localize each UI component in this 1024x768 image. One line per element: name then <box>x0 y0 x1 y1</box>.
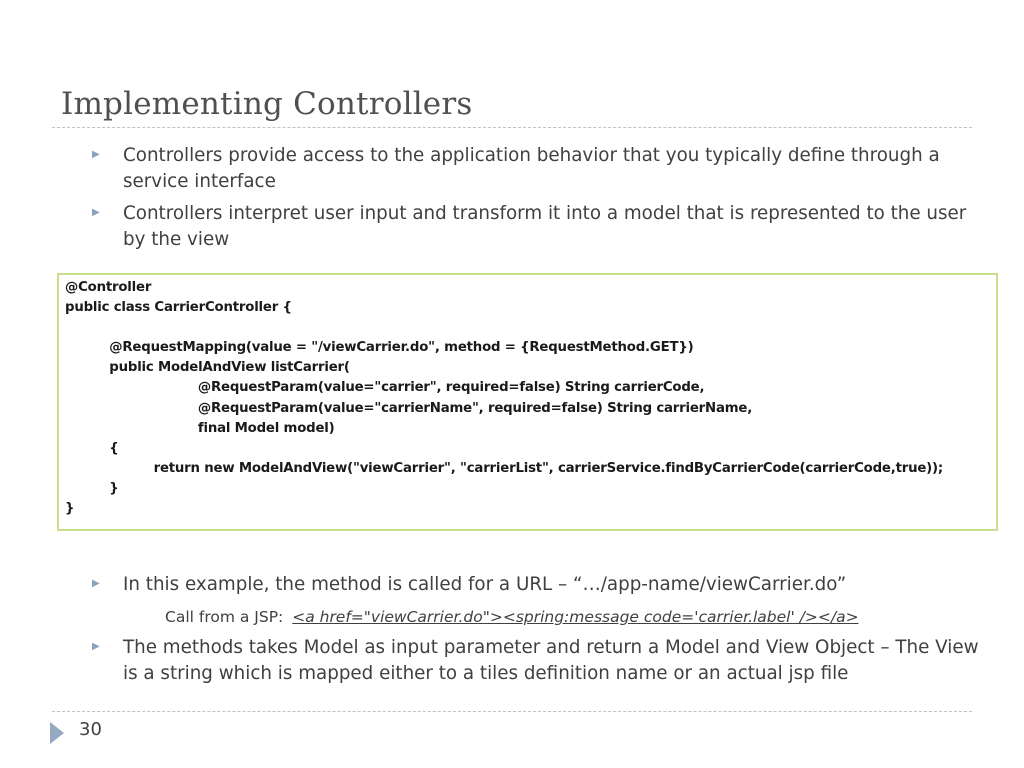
jsp-call-label: Call from a JSP: <box>165 608 284 626</box>
jsp-link-code: <a href="viewCarrier.do"><spring:message code='carrier.label' /></a> <box>292 608 859 626</box>
controller-code: @Controller public class CarrierController { @RequestMapping(value = "/viewCarrier.do", method = {RequestMethod.GET}) public ModelAndView listCarrier( @RequestParam(value="carrier", required=false) String carrierCode, @RequestParam(value="carrierName", required=false) String carrierName, final Model model) { return new ModelAndView("viewCarrier", "carrierList", carrierService.findByCarrierCode(carrierCode,true)); } } <box>65 280 944 517</box>
bullet-model-text: The methods takes Model as input parameter and return a Model and View Object – The View is a string which is mapped either to a tiles definition name or an actual jsp file <box>123 637 979 684</box>
footer-divider <box>52 711 972 712</box>
bullet-access-text: Controllers provide access to the application behavior that you typically define through a service interface <box>123 145 940 192</box>
bullet-interpret-text: Controllers interpret user input and transform it into a model that is represented to the user by the view <box>123 203 967 250</box>
bullet-marker: ▶ <box>92 578 100 589</box>
bullet-marker: ▶ <box>92 207 100 218</box>
bullet-marker: ▶ <box>92 641 100 652</box>
page-number: 30 <box>79 719 102 740</box>
jsp-call-example <box>165 606 859 628</box>
bullet-url-text: In this example, the method is called for a URL – “…/app-name/viewCarrier.do” <box>123 574 847 595</box>
slide-title: Implementing Controllers <box>61 86 473 122</box>
bullet-marker: ▶ <box>92 149 100 160</box>
footer-triangle-icon <box>50 722 64 744</box>
title-divider <box>52 127 972 128</box>
code-sample-box <box>57 273 998 531</box>
